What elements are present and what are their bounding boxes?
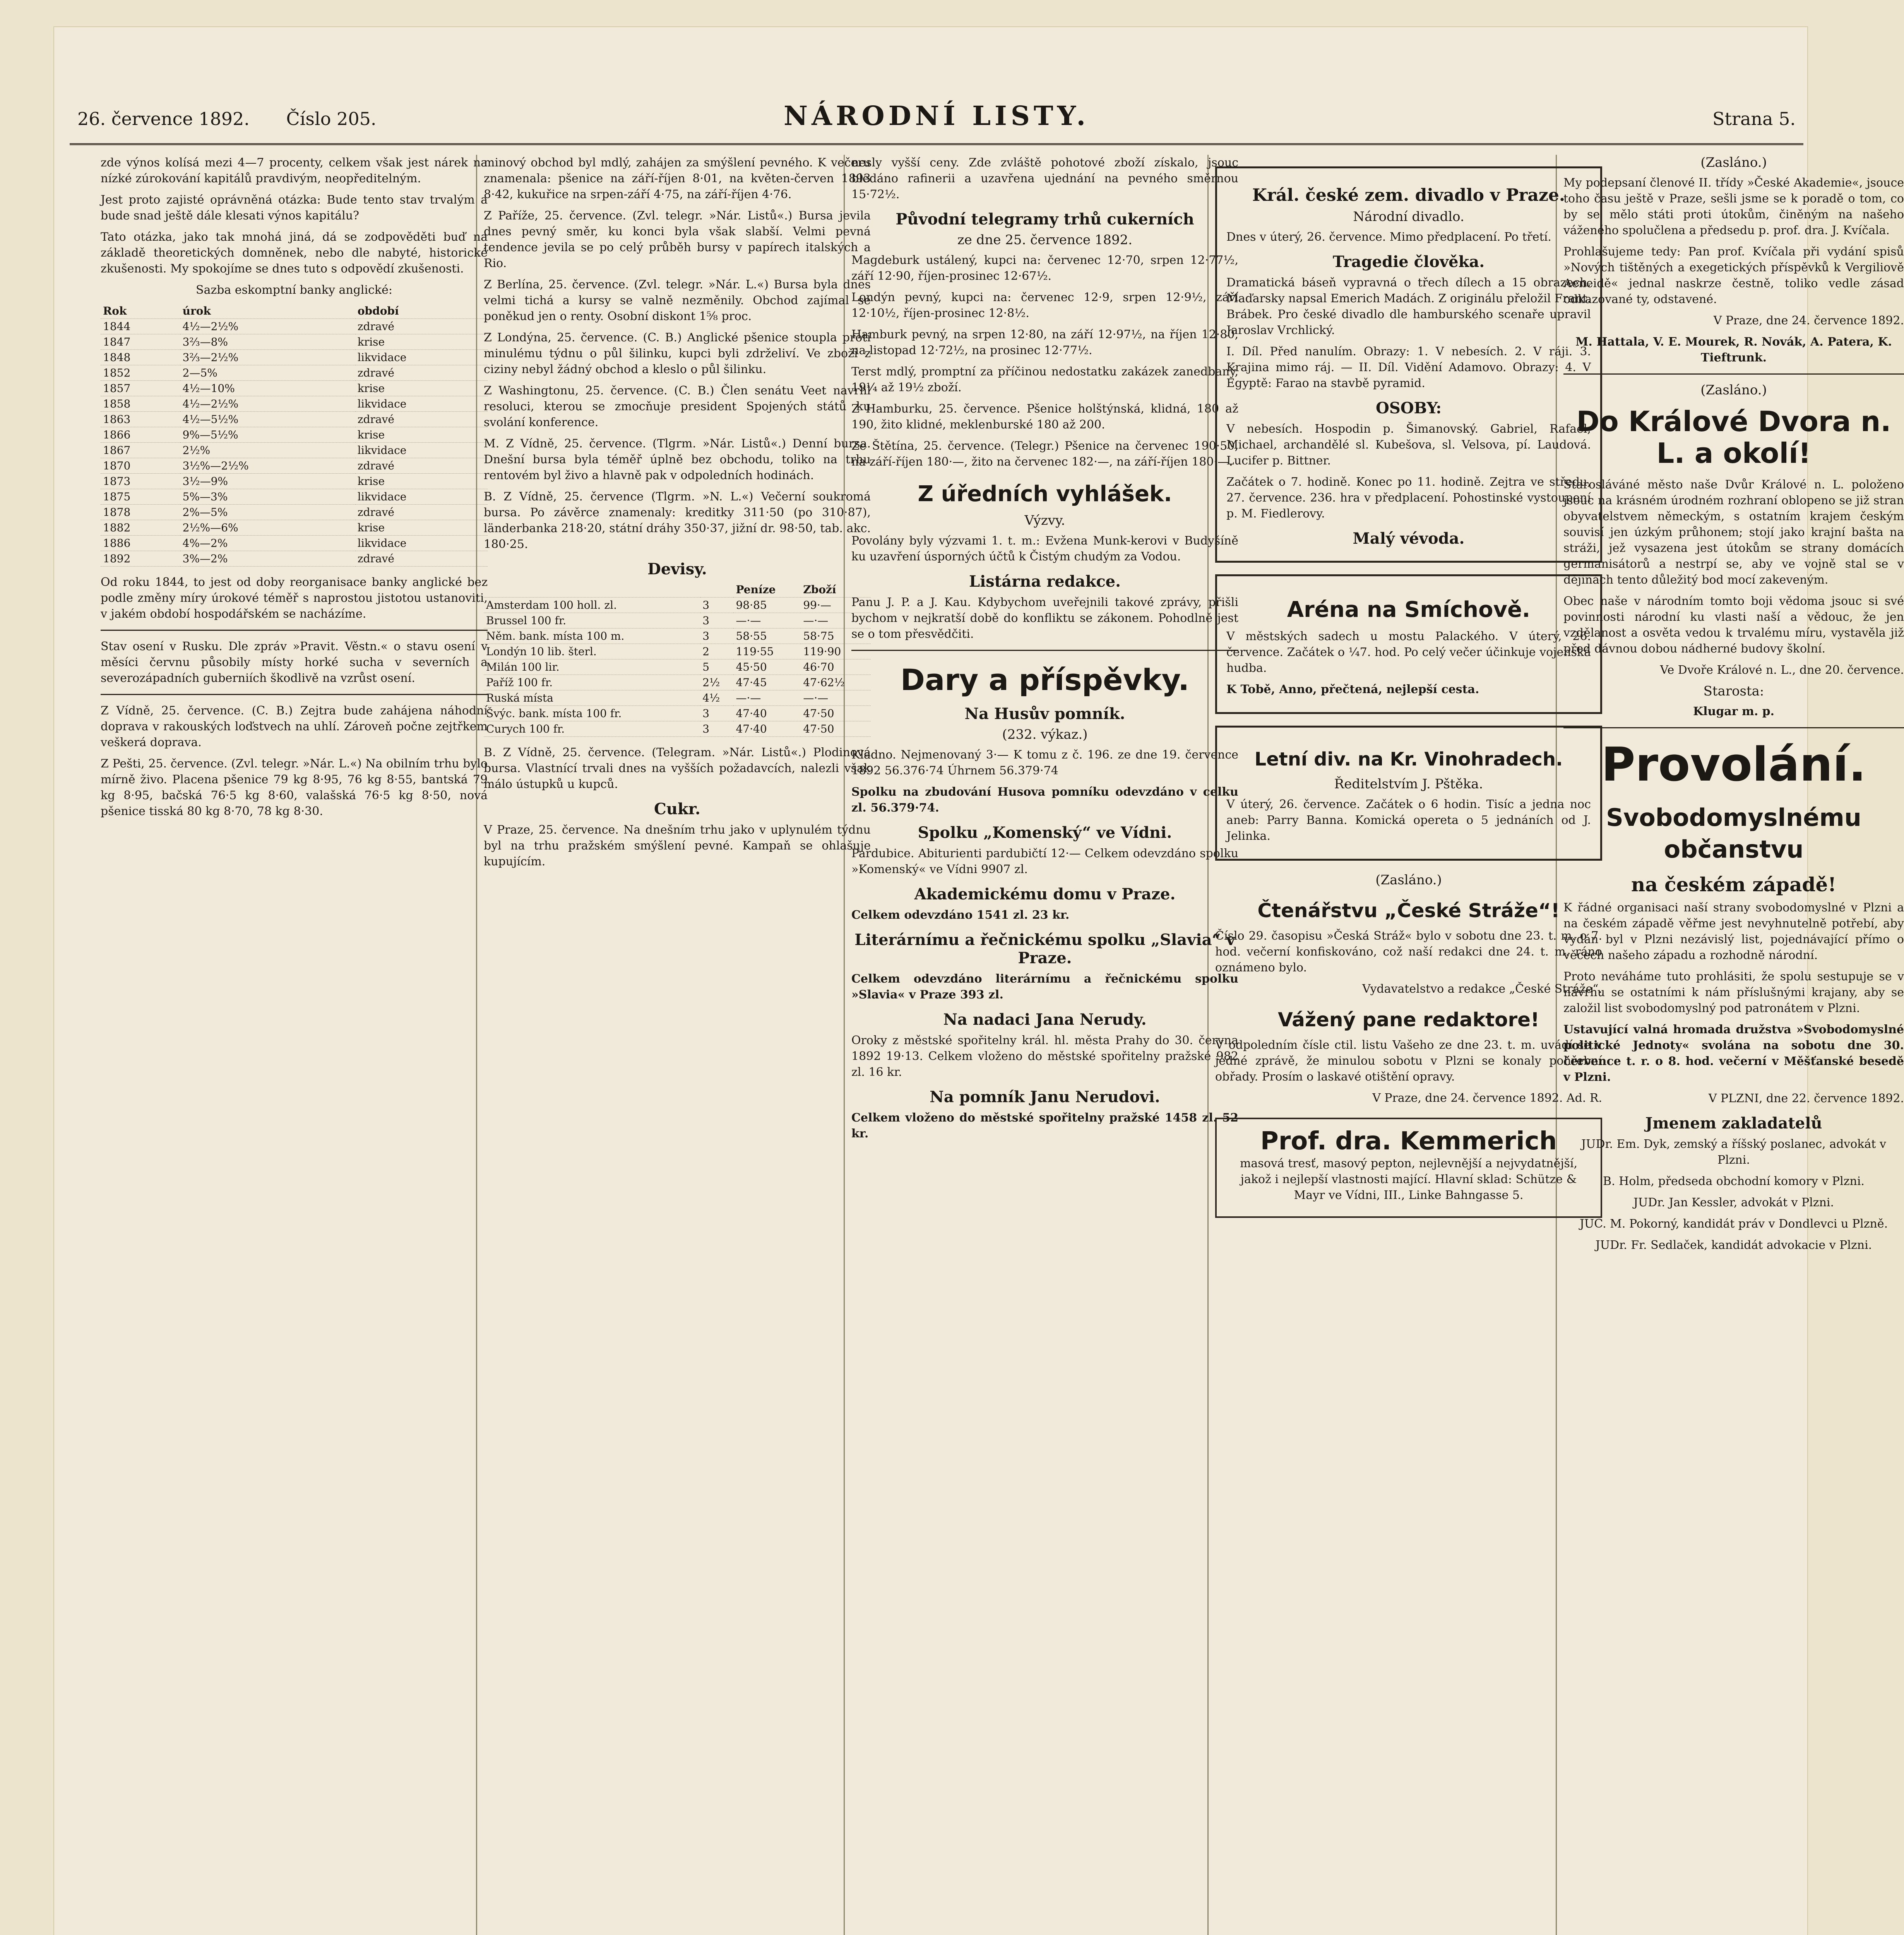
table-cell: Curych 100 fr. [484,721,700,737]
paragraph: Hamburk pevný, na srpen 12·80, na září 12·97½, na říjen 12·80, na listopad 12·72½, na prosinec 12·77½. [851,328,1238,357]
table-cell: 1844 [101,319,180,334]
paragraph: Ve Dvoře Králové n. L., dne 20. července. [1660,663,1904,677]
table-cell: 3 [700,598,733,613]
signature: JUDr. Fr. Sedlaček, kandidát advokacie v Plzni. [1595,1238,1872,1252]
divider [1563,727,1904,728]
section-heading: Na Husův pomník. [964,705,1125,723]
table-cell: 3½%—2½% [180,458,355,474]
divider [1563,373,1904,375]
signature: JUC. M. Pokorný, kandidát práv v Dondlevci u Plzně. [1579,1217,1888,1231]
paragraph: Dramatická báseň vypravná o třech dílech a 15 obrazech. Maďarsky napsal Emerich Madách. Z originálu přeložil Frant. Brábek. Pro české divadlo dle hamburského scenaře upravil Jaroslav Vrchlický. [1226,276,1591,337]
paragraph: Číslo 29. časopisu »Česká Stráž« bylo v sobotu dne 23. t. m. o 7. hod. večerní konfiskováno, což naší redakci dne 24. t. m. ráno oznámeno bylo. [1215,929,1602,974]
table-cell: 1866 [101,427,180,443]
paragraph: nesly vyšší ceny. Zde zvláště pohotové zboží získalo, jsouc bledáno rafinerii a uzavřena ujednání na pevného směrnou 15·72½. [851,156,1238,201]
paragraph: Z Pešti, 25. července. (Zvl. telegr. »Nár. L.«) Na obilním trhu bylo mírně živo. Placena pšenice 79 kg 8·95, 76 kg 8·55, bantská 79 kg 8·95, bačská 76·5 kg 8·60, valašská 76·5 kg 8·50, nová pšenice tisská 80 kg 8·70, 78 kg 8·30. [101,757,488,818]
masthead-title: NÁRODNÍ LISTY. [783,101,1090,132]
table-cell: —·— [801,690,871,706]
paragraph: Londýn pevný, kupci na: červenec 12·9, srpen 12·9½, září 12·10½, říjen-prosinec 12·8½. [851,291,1238,320]
divider [101,694,488,695]
section-subheading: (Zasláno.) [1700,155,1767,170]
theatre-box [1215,166,1602,563]
table-row [101,381,488,396]
table-cell: likvidace [355,396,488,412]
table-cell: 1863 [101,412,180,427]
table-cell: zdravé [355,505,488,520]
paragraph: Celkem odevzdáno 1541 zl. 23 kr. [851,908,1070,922]
section-heading: OSOBY: [1375,399,1442,417]
table-cell: krise [355,474,488,489]
table-cell: 2½% [180,443,355,458]
table-row [484,721,871,737]
section-heading: Na nadaci Jana Nerudy. [943,1010,1147,1029]
paragraph: B. Z Vídně, 25. července (Tlgrm. »N. L.«) Večerní soukromá bursa. Po závěrce znamenaly: kreditky 311·50 (po 310·87), länderbanka 218·20, státní dráhy 350·37, jižní dr. 98·50, tab. akc. 180·25. [484,490,871,551]
paragraph: K Tobě, Anno, přečtená, nejlepší cesta. [1226,683,1479,696]
section-heading: Vážený pane redaktore! [1278,1009,1539,1031]
section-subheading: Výzvy. [1024,513,1065,528]
paragraph: I. Díl. Před nanulím. Obrazy: 1. V nebesích. 2. V ráji. 3. Krajina mimo ráj. — II. Díl. Vidění Adamovo. Obrazy: 4. V Egyptě: Farao na stavbě pyramid. [1226,345,1591,390]
table-row [484,628,871,644]
paragraph: Z Londýna, 25. července. (C. B.) Anglické pšenice stoupla proti minulému týdnu o půl šilinku, kupci byli zdrželiví. Ve zboží z ciziny nebyl žádný obchod a kleslo o půl šilinku. [484,331,871,376]
paragraph: M. Z Vídně, 25. července. (Tlgrm. »Nár. Listů«.) Denní bursa. Dnešní bursa byla téměř úplně bez obchodu, toliko na trhu rentovém byl živo a hlavně pak v odpoledních hodinách. [484,437,871,482]
signatures: M. Hattala, V. E. Mourek, R. Novák, A. Patera, K. Tieftrunk. [1575,335,1892,365]
paragraph: Dnes v úterý, 26. července. Mimo předplacení. Po třetí. [1226,230,1551,244]
paragraph: Terst mdlý, promptní za příčinou nedostatku zakázek zanedbaný, 19¼ až 19½ zboží. [851,365,1238,394]
table-cell: 3½—9% [180,474,355,489]
table-row [101,412,488,427]
table-header-cell: období [355,303,488,319]
paragraph: Z Berlína, 25. července. (Zvl. telegr. »Nár. L.«) Bursa byla dnes velmi tichá a kursy se valně nezměnily. Obchod zajímal se poněkud jen o renty. Osobní diskont 1⅝ proc. [484,278,871,323]
table-cell: 1852 [101,365,180,381]
paragraph: Vydavatelstvo a redakce „České Stráže“. [1362,982,1602,996]
table-cell: krise [355,520,488,536]
table-row [101,474,488,489]
table-row [101,551,488,567]
table-cell: Švýc. bank. místa 100 fr. [484,706,700,721]
table-row [484,598,871,613]
table-cell: zdravé [355,458,488,474]
paragraph: Z Vídně, 25. července. (C. B.) Zejtra bude zahájena náhodní doprava v rakouských loďstvech na uhlí. Zároveň počne zejtřkem veškerá doprava. [101,704,488,749]
table-row [101,334,488,350]
table-cell: 1882 [101,520,180,536]
table-cell: 3⅔—8% [180,334,355,350]
appeal-heading: Do Králové Dvora n. L. a okolí! [1576,405,1891,469]
table-cell: 47·40 [733,706,801,721]
section-heading: Z úředních vyhlášek. [918,481,1172,507]
table-title: Sazba eskomptní banky anglické: [196,283,392,297]
paragraph: Celkem vloženo do městské spořitelny pražské 1458 zl. 52 kr. [851,1111,1238,1140]
table-cell: 47·45 [733,675,801,690]
table-row [484,706,871,721]
table-cell: 1878 [101,505,180,520]
paragraph: My podepsaní členové II. třídy »České Akademie«, jsouce toho času ještě v Praze, sešli jsme se k poradě o tom, co by se mělo státi proti útokům, činěným na našeho váženého spolučlena a předsedu p. prof. dra. J. Kvíčala. [1563,176,1904,237]
paragraph: Spolku na zbudování Husova pomníku odevzdáno v celku zl. 56.379·74. [851,785,1238,815]
table-cell: krise [355,381,488,396]
table-cell: 2%—5% [180,505,355,520]
signature: B. Holm, předseda obchodní komory v Plzni. [1603,1175,1865,1188]
table-header-cell: Zboží [801,582,871,598]
proclamation-subheading: Svobodomyslnému občanstvu [1606,803,1861,863]
section-heading: Čtenářstvu „České Stráže“! [1257,899,1560,922]
paragraph: Pardubice. Abiturienti pardubičtí 12·— Celkem odevzdáno spolku »Komenský« ve Vídni 9907 zl. [851,847,1238,876]
table-cell: 2½ [700,675,733,690]
paragraph: B. Z Vídně, 25. července. (Telegram. »Nár. Listů«.) Plodinová bursa. Vlastnící trvali dnes na vyšších požadavcích, nalezli však málo ústupků u kupců. [484,746,871,791]
paragraph: Z Washingtonu, 25. července. (C. B.) Člen senátu Veet navrhl resoluci, kterou se zmocňuje president Spojených států ku svolání konference. [484,384,871,429]
table-row [101,350,488,365]
section-heading: Literárnímu a řečnickému spolku „Slavia“ v Praze. [854,931,1235,967]
table-header-cell [700,582,733,598]
section-heading: Listárna redakce. [969,572,1121,591]
table-cell: 58·55 [733,628,801,644]
paragraph: Tato otázka, jako tak mnohá jiná, dá se zodpověděti buď na základě theoretických domněnek, nebo dle nabyté, historické zkušenosti. My spokojíme se dnes tuto s odpovědí zkušenosti. [101,230,488,276]
column-4 [1215,155,1602,1935]
table-cell: 2 [700,644,733,659]
table-cell: 119·55 [733,644,801,659]
page-header [70,97,1803,145]
paragraph: Celkem odevzdáno literárnímu a řečnickému spolku »Slavia« v Praze 393 zl. [851,972,1238,1002]
column-1 [101,155,488,1935]
paragraph: Starosláváné město naše Dvůr Králové n. L. položeno jsouc na krásném úrodném rozhraní oblopeno se již stran obyvatelstvem německým, s ostatním krajem českým souvisí jen úzkým průhonem; stojí jako krajní bašta na stráži, jež vysazena jest útokům se strany domácích germanisátorů a nestrpí se, aby ve vojně stal se v dějinách tento důležitý bod mocí zakeveným. [1563,478,1904,587]
paragraph: Magdeburk ustálený, kupci na: červenec 12·70, srpen 12·77½, září 12·90, říjen-prosinec 12·67½. [851,253,1238,283]
table-cell: krise [355,334,488,350]
section-subheading: Starosta: [1703,683,1764,699]
paragraph: minový obchod byl mdlý, zahájen za smýšlení pevného. K večeru znamenala: pšenice na září-říjen 8·01, na květen-červen 1893 8·42, kukuřice na srpen-září 4·75, na září-říjen 4·76. [484,156,871,201]
section-heading: Devisy. [647,560,707,578]
table-header-cell: úrok [180,303,355,319]
section-heading: Aréna na Smíchově. [1287,597,1531,622]
table-cell: 1875 [101,489,180,505]
table-row [484,613,871,628]
section-subheading: Národní divadlo. [1353,209,1464,224]
section-heading: Král. české zem. divadlo v Praze. [1252,185,1565,205]
table-row [484,644,871,659]
header-date: 26. července 1892. [77,108,250,129]
section-heading: Původní telegramy trhů cukerních [895,210,1194,228]
header-issue: Číslo 205. [286,108,377,129]
paragraph: Z Hamburku, 25. července. Pšenice holštýnská, klidná, 180 až 190, žito klidné, meklenburské 180 až 200. [851,402,1238,432]
table-cell: Brussel 100 fr. [484,613,700,628]
table-cell: 3 [700,721,733,737]
section-subheading: ze dne 25. července 1892. [957,232,1133,248]
table-row [101,520,488,536]
table-cell: 58·75 [801,628,871,644]
kemmerich-advertisement [1215,1118,1602,1218]
paragraph: K řádné organisaci naší strany svobodomyslné v Plzni a na českém západě věřme jest nevyhnutelně potřebí, aby vydán byl v Plzni nezávislý list, pojednávající přímo o věcech našeho západu a rozhodně národní. [1563,901,1904,962]
advertisement-title: Prof. dra. Kemmerich [1260,1127,1557,1156]
table-cell: Něm. bank. místa 100 m. [484,628,700,644]
paragraph: V nebesích. Hospodin p. Šimanovský. Gabriel, Rafael, Michael, archandělé sl. Kubešova, sl. Velsova, pí. Laudová. Lucifer p. Bittner. [1226,422,1591,467]
column-3 [851,155,1238,1935]
table-cell: 9%—5½% [180,427,355,443]
table-cell: zdravé [355,412,488,427]
table-cell: 2½%—6% [180,520,355,536]
table-cell: 46·70 [801,659,871,675]
table-row [101,427,488,443]
section-subheading: na českém západě! [1631,873,1837,896]
table-cell: 1886 [101,536,180,551]
table-cell: likvidace [355,350,488,365]
paragraph: V Praze, 25. července. Na dnešním trhu jako v uplynulém týdnu byl na trhu pražském smýšlení pevné. Kampaň se ohlašuje kupujícím. [484,823,871,868]
table-cell: 3 [700,706,733,721]
paragraph: Prohlašujeme tedy: Pan prof. Kvíčala při vydání spisů »Nových tištěných a exegetických příspěvků k Vergiliově Aeneidě« jednal naskrze čestně, toliko vedle zásad odkazované ty, odstavené. [1563,245,1904,306]
paragraph: Povolány byly výzvami 1. t. m.: Evžena Munk-kerovi v Budyšíně ku uzavření úsporných účtů k Čistým chudým za Vodou. [851,534,1238,563]
paragraph: Kladno. Nejmenovaný 3·— K tomu z č. 196. ze dne 19. července 1892 56.376·74 Úhrnem 56.379·74 [851,748,1238,777]
section-heading: Tragedie člověka. [1332,253,1485,271]
paragraph: V PLZNI, dne 22. července 1892. [1708,1092,1904,1105]
proclamation-heading: Provolání. [1601,738,1866,792]
table-cell: 3⅔—2½% [180,350,355,365]
paragraph: Ze Štětína, 25. července. (Telegr.) Pšenice na červenec 190·50, na září-říjen 180·—, žito na červenec 182·—, na září-říjen 180·—. [851,439,1238,469]
table-cell: 1857 [101,381,180,396]
table-cell: 1848 [101,350,180,365]
table-cell: 47·50 [801,721,871,737]
table-cell: 1892 [101,551,180,567]
table-row [101,505,488,520]
table-cell: Paříž 100 fr. [484,675,700,690]
signature: JUDr. Em. Dyk, zemský a říšský poslanec, advokát v Plzni. [1581,1137,1886,1167]
table-cell: 4½—2½% [180,319,355,334]
table-cell: —·— [801,613,871,628]
paragraph: Jest proto zajisté oprávněná otázka: Bude tento stav trvalým a bude snad ještě dále klesati výnos kapitálu? [101,193,488,223]
paragraph: Proto neváháme tuto prohlásiti, že spolu sestupuje se v návrhu se ostatními k nám příslušnými krajany, aby se založil list svobodomyslný pod patronátem v Plzni. [1563,970,1904,1015]
column-2 [484,155,871,1935]
paragraph: Panu J. P. a J. Kau. Kdybychom uveřejnili takové zprávy, přišli bychom v nejkratší době do konfliktu se zákonem. Pohodlně jest se o tom přesvědčiti. [851,596,1238,641]
foreign-exchange-table [484,582,871,737]
table-cell: Amsterdam 100 holl. zl. [484,598,700,613]
table-cell: likvidace [355,443,488,458]
table-row [101,319,488,334]
table-cell: 47·62½ [801,675,871,690]
table-cell: likvidace [355,536,488,551]
signature: Klugar m. p. [1693,705,1774,718]
table-cell: zdravé [355,551,488,567]
section-subheading: (Zasláno.) [1375,872,1442,888]
table-header-row [484,582,871,598]
discount-rate-table [101,303,488,567]
table-cell: 4½—10% [180,381,355,396]
paragraph: Začátek o 7. hodině. Konec po 11. hodině. Zejtra ve středu, 27. července. 236. hra v předplacení. Pohostinské vystoupení p. M. Fiedlerovy. [1226,475,1591,521]
table-cell: 1870 [101,458,180,474]
paragraph: Od roku 1844, to jest od doby reorganisace banky anglické bez podle změny míry úrokové téměř s naprostou jistotou ustanoviti, v jakém období hospodářském se nacházíme. [101,575,488,621]
table-cell: Londýn 10 lib. šterl. [484,644,700,659]
paragraph: V odpoledním čísle ctil. listu Vašeho ze dne 23. t. m. uvádí se v jedné zprávě, že minulou sobotu v Plzni se konaly pohřební obřady. Prosím o laskavé otištění opravy. [1215,1038,1602,1084]
section-heading: Cukr. [654,800,700,818]
table-cell: 5 [700,659,733,675]
table-cell: Ruská místa [484,690,700,706]
table-cell: 3 [700,628,733,644]
table-row [101,536,488,551]
table-cell: 47·50 [801,706,871,721]
table-cell: 3 [700,613,733,628]
section-heading: Spolku „Komenský“ ve Vídni. [918,824,1172,842]
paragraph: Stav osení v Rusku. Dle zpráv »Pravit. Věstn.« o stavu osení v měsíci červnu působily místy horké sucha v severních a severozápadních guberniích škodlivě na vzrůst osení. [101,640,488,685]
section-heading: Jmenem zakladatelů [1645,1114,1822,1132]
divider [851,650,1238,651]
paragraph: Obec naše v národním tomto boji vědoma jsouc si své povinnosti národní ku vlasti naší a vědouc, že jen vzdělanost a osvěta vedou k trvalému míru, vystavěla již před dávnou dobou nádherné budovy školní. [1563,594,1904,656]
section-subheading: Ředitelstvím J. Pštěka. [1334,776,1483,792]
table-header-cell [484,582,700,598]
section-heading: Dary a příspěvky. [900,663,1190,697]
table-row [101,443,488,458]
table-body [484,598,871,737]
table-row [101,458,488,474]
paragraph: V Praze, dne 24. července 1892. [1713,314,1904,327]
paragraph: Z Paříže, 25. července. (Zvl. telegr. »Nár. Listů«.) Bursa jevila dnes pevný směr, ku konci byla však slabší. Velmi pevná tendence jevila se po celý průběh bursy v papírech italských a Rio. [484,209,871,270]
table-cell: 45·50 [733,659,801,675]
table-cell: 99·— [801,598,871,613]
table-row [484,659,871,675]
table-row [484,675,871,690]
signature: JUDr. Jan Kessler, advokát v Plzni. [1633,1196,1834,1209]
table-cell: 4%—2% [180,536,355,551]
table-cell: —·— [733,613,801,628]
table-cell: zdravé [355,319,488,334]
column-5 [1563,155,1904,1935]
table-cell: 3%—2% [180,551,355,567]
table-cell: 119·90 [801,644,871,659]
table-body [101,319,488,567]
section-subheading: (Zasláno.) [1700,382,1767,398]
table-cell: 2—5% [180,365,355,381]
table-cell: 47·40 [733,721,801,737]
table-cell: 98·85 [733,598,801,613]
arena-box [1215,574,1602,714]
header-page-number: Strana 5. [1712,108,1796,129]
advertisement-text: masová tresť, masový pepton, nejlevnější a nejvydatnější, jakož i nejlepší vlastnosti mající. Hlavní sklad: Schütze & Mayr ve Vídni, III., Linke Bahngasse 5. [1240,1157,1578,1202]
section-heading: Na pomník Janu Nerudovi. [930,1088,1160,1106]
section-heading: Akademickému domu v Praze. [914,885,1176,903]
table-header-cell: Rok [101,303,180,319]
table-cell: 4½—5½% [180,412,355,427]
table-cell: 4½—2½% [180,396,355,412]
paragraph: V městských sadech u mostu Palackého. V úterý, 26. července. Začátek o ¼7. hod. Po celý večer účinkuje vojenská hudba. [1226,630,1591,675]
table-row [101,365,488,381]
table-header-cell: Peníze [733,582,801,598]
table-row [484,690,871,706]
divider [101,630,488,631]
table-cell: —·— [733,690,801,706]
summer-theatre-box [1215,726,1602,861]
table-cell: 1858 [101,396,180,412]
table-cell: likvidace [355,489,488,505]
paragraph: zde výnos kolísá mezi 4—7 procenty, celkem však jest nárek na nízké zúrokování kapitálů pravdivým, neopředitelným. [101,156,488,185]
paragraph: V Praze, dne 24. července 1892. Ad. R. [1372,1091,1602,1105]
table-cell: zdravé [355,365,488,381]
paragraph: Oroky z městské spořitelny král. hl. města Prahy do 30. června 1892 19·13. Celkem vloženo do městské spořitelny pražské 982 zl. 16 kr. [851,1034,1238,1079]
section-heading: Letní div. na Kr. Vinohradech. [1254,748,1563,770]
table-row [101,396,488,412]
table-cell: 5%—3% [180,489,355,505]
section-heading: Malý vévoda. [1353,529,1465,548]
table-cell: 1873 [101,474,180,489]
table-cell: Milán 100 lir. [484,659,700,675]
table-cell: 4½ [700,690,733,706]
table-cell: 1847 [101,334,180,350]
table-cell: krise [355,427,488,443]
table-cell: 1867 [101,443,180,458]
paragraph: Ustavující valná hromada družstva »Svobodomyslné politické Jednoty« svolána na sobotu dne 30. července t. r. o 8. hod. večerní v Měšťanské besedě v Plzni. [1563,1023,1904,1084]
table-header-row [101,303,488,319]
section-subheading: (232. výkaz.) [1002,727,1088,742]
table-row [101,489,488,505]
paragraph: V úterý, 26. července. Začátek o 6 hodin. Tisíc a jedna noc aneb: Parry Banna. Komická opereta o 5 jednáních od J. Jelinka. [1226,798,1591,843]
